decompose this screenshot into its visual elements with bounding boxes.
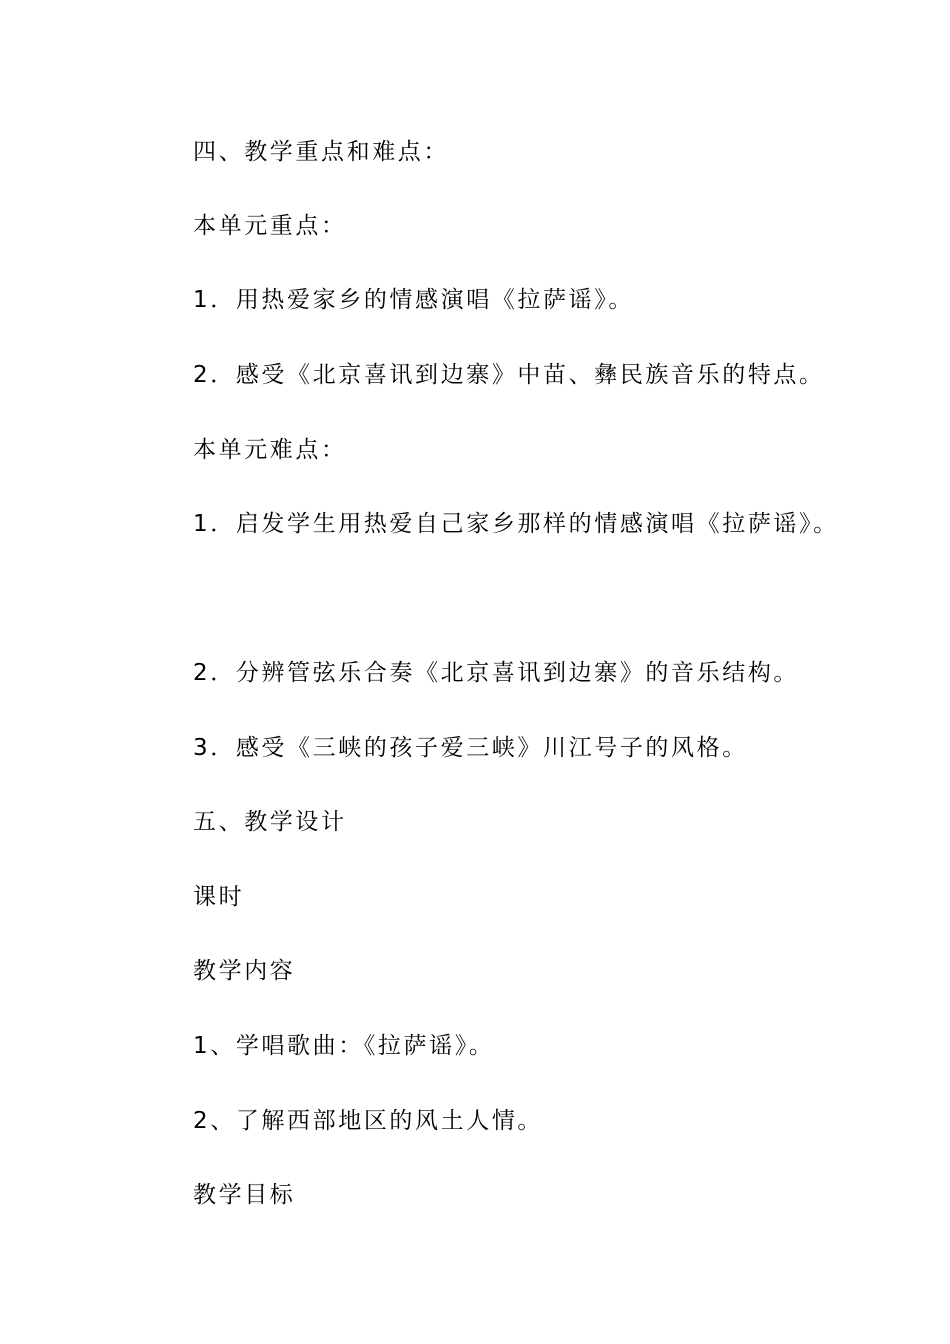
difficulty-item-1: 1．启发学生用热爱自己家乡那样的情感演唱《拉萨谣》。 [193,511,839,537]
subheading-unit-difficulty: 本单元难点： [193,437,347,463]
difficulty-item-2: 2．分辨管弦乐合奏《北京喜讯到边寨》的音乐结构。 [193,660,800,686]
focus-item-1: 1．用热爱家乡的情感演唱《拉萨谣》。 [193,287,634,313]
label-teaching-content: 教学内容 [193,958,296,984]
content-item-2: 2、了解西部地区的风土人情。 [193,1108,544,1134]
content-item-1: 1、学唱歌曲：《拉萨谣》。 [193,1033,495,1059]
difficulty-item-3: 3．感受《三峡的孩子爱三峡》川江号子的风格。 [193,735,748,761]
label-teaching-goals: 教学目标 [193,1182,296,1208]
focus-item-2: 2．感受《北京喜讯到边寨》中苗、彝民族音乐的特点。 [193,362,825,388]
section-heading-key-points: 四、教学重点和难点： [193,139,449,165]
label-class-period: 课时 [193,884,245,910]
section-heading-teaching-design: 五、教学设计 [193,809,347,835]
subheading-unit-focus: 本单元重点： [193,213,347,239]
